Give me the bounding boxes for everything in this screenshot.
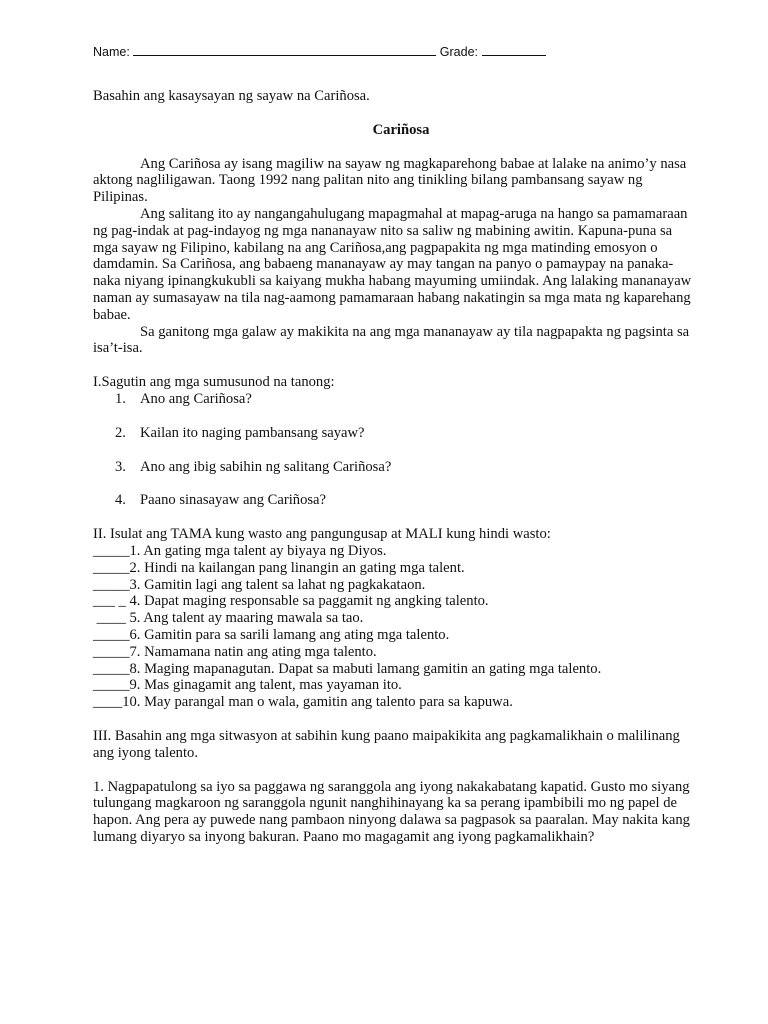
question-text: Ano ang Cariñosa? [140,390,252,407]
story-title: Cariñosa [372,121,430,138]
question-item [93,492,693,509]
section3-heading: III. Basahin ang mga sitwasyon at sabihin kung paano maipakikita ang pagkamalikhain o malilinang ang iyong talento. [93,727,680,761]
tf-item-5: ____ 5. Ang talent ay maaring mawala sa tao. [93,610,364,627]
question-item [93,425,693,442]
tf-item-7: _____7. Namamana natin ang ating mga talento. [93,643,377,660]
question-item [93,391,693,408]
question-number: 4. [115,492,126,509]
question-number: 1. [115,390,126,407]
tf-item-1: _____1. An gating mga talent ay biyaya ng Diyos. [93,542,387,559]
question-item [93,459,693,476]
worksheet-body [93,88,693,846]
question-text: Paano sinasayaw ang Cariñosa? [140,492,327,509]
question-number: 3. [115,458,126,475]
tf-item-2: _____2. Hindi na kailangan pang linangin an gating mga talent. [93,559,465,576]
grade-label: Grade: [439,45,479,59]
tf-item-10: ____10. May parangal man o wala, gamitin ang talento para sa kapuwa. [93,694,513,711]
question-list [93,391,693,509]
situation-1: 1. Nagpapatulong sa iyo sa paggawa ng saranggola ang iyong nakakabatang kapatid. Gusto mo siyang tulungang magkaroon ng saranggola ngunit nanghihinayang ka sa perang ipambibili mo ng papel de hapon. Ang pera ay puwede nang pambaon ninyong dalawa sa pagpasok sa paaralan. May nakita kang lumang diyaryo sa inyong bakuran. Paano mo magagamit ang iyong pagkamalikhain? [93,778,690,845]
question-text: Ano ang ibig sabihin ng salitang Cariñosa? [140,458,392,475]
name-blank[interactable] [133,43,436,56]
tf-item-6: _____6. Gamitin para sa sarili lamang ang ating mga talento. [93,626,450,643]
story-paragraph-1: Ang Cariñosa ay isang magiliw na sayaw ng magkaparehong babae at lalake na animo’y nasa aktong nagliligawan. Taong 1992 nang palitan nito ang tinikling bilang pambansang sayaw ng Pilipinas. [93,155,687,206]
question-text: Kailan ito naging pambansang sayaw? [140,424,365,441]
name-label: Name: [93,45,130,59]
section1-heading: I.Sagutin ang mga sumusunod na tanong: [93,374,335,391]
section2-heading: II. Isulat ang TAMA kung wasto ang pangungusap at MALI kung hindi wasto: [93,526,551,543]
question-number: 2. [115,424,126,441]
tf-item-8: _____8. Maging mapanagutan. Dapat sa mabuti lamang gamitin an gating mga talento. [93,660,602,677]
tf-item-3: _____3. Gamitin lagi ang talent sa lahat ng pagkakataon. [93,576,426,593]
story-paragraph-3: Sa ganitong mga galaw ay makikita na ang mga mananayaw ay tila nagpapakta ng pagsinta sa isa’t-isa. [93,323,690,357]
tf-item-9: _____9. Mas ginagamit ang talent, mas yayaman ito. [93,677,402,694]
header-line [93,43,546,59]
intro-text: Basahin ang kasaysayan ng sayaw na Cariñosa. [93,88,370,104]
story-paragraph-2: Ang salitang ito ay nangangahulugang mapagmahal at mapag-aruga na hango sa pamamaraan ng pag-indak at pag-indayog ng mga nananayaw nito sa saliw ng mabining awitin. Kapuna-puna sa mga sayaw ng Filipino, kabilang na ang Cariñosa,ang pagpapakita ng mga matinding emosyon o damdamin. Sa Cariñosa, ang babaeng mananayaw ay may tangan na panyo o pamaypay na panaka-naka niyang ipinangkukubli sa kaiyang mukha habang mayuming umiindak. Ang lalaking mananayaw naman ay sumasayaw na tila nag-aamong pamamaraan habang nakatingin sa mga mata ng kaparehang babae. [93,205,692,323]
tf-item-4: ___ _ 4. Dapat maging responsable sa paggamit ng angking talento. [93,593,489,610]
grade-blank[interactable] [482,43,546,56]
